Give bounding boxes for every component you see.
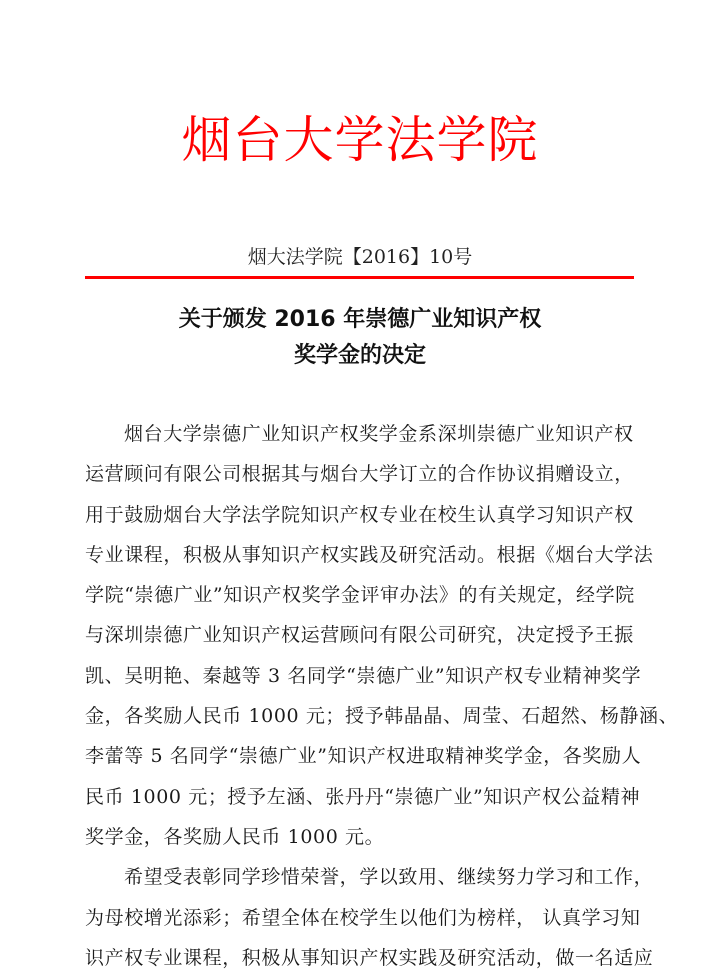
document-title [0, 302, 720, 374]
paragraph-1-line: 与深圳崇德广业知识产权运营顾问有限公司研究，决定授予王振 [85, 624, 634, 647]
paragraph-1-line: 运营顾问有限公司根据其与烟台大学订立的合作协议捐赠设立， [85, 463, 634, 486]
paragraph-1-line: 民币 1000 元；授予左涵、张丹丹“崇德广业”知识产权公益精神 [85, 785, 641, 808]
paragraph-1-line: 专业课程，积极从事知识产权实践及研究活动。根据《烟台大学法 [85, 543, 654, 566]
paragraph-2-line: 为母校增光添彩；希望全体在校学生以他们为榜样， 认真学习知 [85, 906, 641, 929]
title-line-2: 奖学金的决定 [293, 343, 426, 368]
document-number: 烟大法学院【2016】10号 [247, 246, 473, 268]
paragraph-1-line: 凯、吴明艳、秦越等 3 名同学“崇德广业”知识产权专业精神奖学 [85, 664, 642, 687]
paragraph-2-line: 识产权专业课程，积极从事知识产权实践及研究活动，做一名适应 [85, 946, 654, 969]
institution-header: 烟台大学法学院 [181, 111, 539, 169]
paragraph-1-line: 学院“崇德广业”知识产权奖学金评审办法》的有关规定，经学院 [85, 584, 635, 607]
paragraph-1-line: 烟台大学崇德广业知识产权奖学金系深圳崇德广业知识产权 [124, 423, 634, 445]
paragraph-2-line: 希望受表彰同学珍惜荣誉，学以致用、继续努力学习和工作， [124, 866, 654, 889]
paragraph-1-line: 用于鼓励烟台大学法学院知识产权专业在校生认真学习知识产权 [85, 503, 634, 526]
paragraph-1-line: 金，各奖励人民币 1000 元；授予韩晶晶、周莹、石超然、杨静涵、 [85, 705, 679, 728]
paragraph-1-line: 奖学金，各奖励人民币 1000 元。 [85, 825, 385, 848]
paragraph-1-line: 李蕾等 5 名同学“崇德广业”知识产权进取精神奖学金，各奖励人 [85, 745, 642, 768]
red-divider-line [85, 276, 634, 279]
document-body [85, 414, 679, 978]
title-line-1: 关于颁发 2016 年崇德广业知识产权 [178, 307, 542, 332]
